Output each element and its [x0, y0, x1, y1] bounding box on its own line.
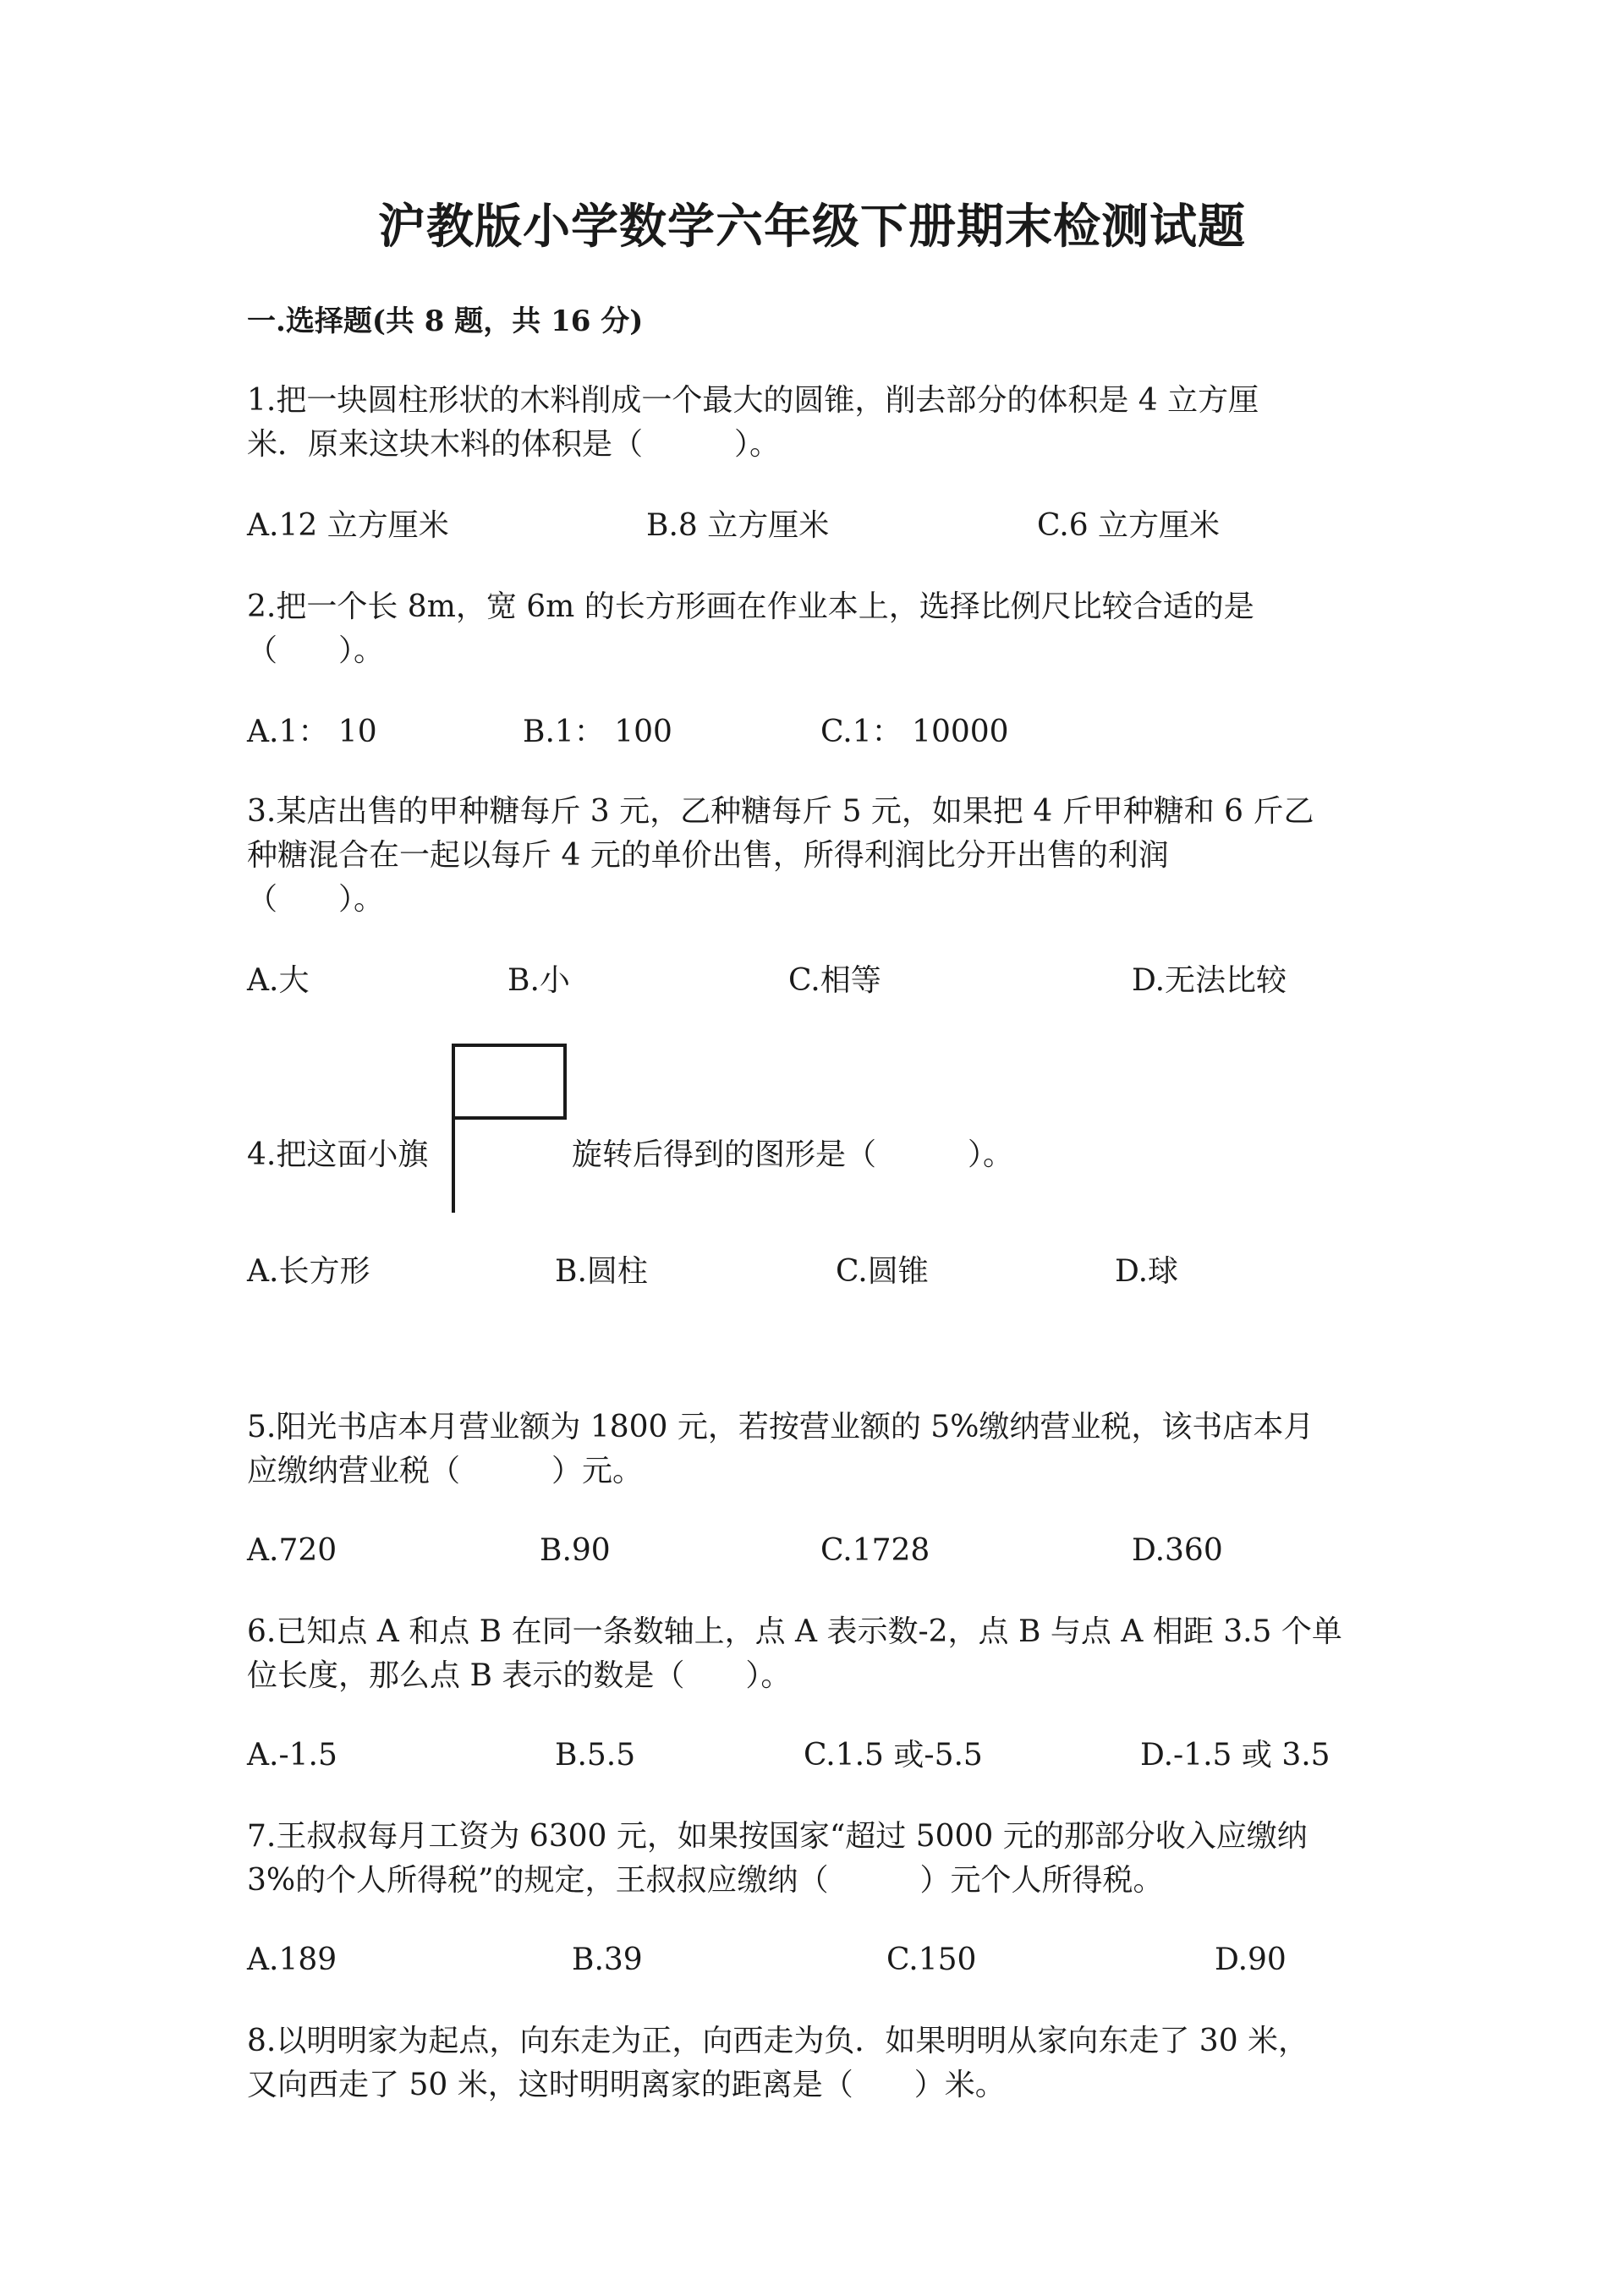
question-3-line-3: （ ）。: [247, 882, 385, 917]
question-5-line-1: 5.阳光书店本月营业额为 1800 元，若按营业额的 5%缴纳营业税，该书店本月: [247, 1410, 1314, 1444]
question-7-option-b: B.39: [572, 1943, 643, 1977]
question-6-option-c: C.1.5 或-5.5: [804, 1738, 983, 1773]
question-6-option-a: A.-1.5: [247, 1738, 337, 1773]
flag-figure: [448, 1044, 570, 1213]
question-2-line-2: （ ）。: [247, 633, 385, 668]
question-1-line-1: 1.把一块圆柱形状的木料削成一个最大的圆锥，削去部分的体积是 4 立方厘: [247, 383, 1259, 418]
question-7-option-c: C.150: [886, 1943, 977, 1977]
question-5-option-c: C.1728: [820, 1533, 930, 1568]
question-1-line-2: 米．原来这块木料的体积是（ ）。: [247, 427, 781, 462]
question-5-option-d: D.360: [1132, 1533, 1223, 1568]
flag-banner: [453, 1045, 565, 1118]
question-7-option-a: A.189: [247, 1943, 337, 1977]
question-4-option-b: B.圆柱: [555, 1254, 648, 1289]
question-1-option-c: C.6 立方厘米: [1037, 508, 1221, 543]
question-6-line-2: 位长度，那么点 B 表示的数是（ ）。: [247, 1658, 792, 1693]
question-7-line-2: 3%的个人所得税”的规定，王叔叔应缴纳（ ）元个人所得税。: [247, 1863, 1164, 1898]
question-1-option-a: A.12 立方厘米: [247, 508, 449, 543]
page-title: 沪教版小学数学六年级下册期末检测试题: [378, 199, 1246, 255]
question-4-option-c: C.圆锥: [836, 1254, 929, 1289]
question-5-option-b: B.90: [540, 1533, 611, 1568]
question-2-option-c: C.1： 10000: [820, 715, 1009, 749]
section-heading: 一.选择题(共 8 题，共 16 分): [247, 304, 644, 338]
question-2-option-a: A.1： 10: [247, 715, 377, 749]
question-2-option-b: B.1： 100: [523, 715, 672, 749]
question-6-option-d: D.-1.5 或 3.5: [1140, 1738, 1330, 1773]
question-6-option-b: B.5.5: [555, 1738, 636, 1773]
question-2-line-1: 2.把一个长 8m，宽 6m 的长方形画在作业本上，选择比例尺比较合适的是: [247, 589, 1254, 624]
question-3-option-d: D.无法比较: [1132, 963, 1287, 998]
question-3-option-b: B.小: [508, 963, 570, 998]
question-4-text-before-flag: 4.把这面小旗: [247, 1137, 429, 1172]
question-4-option-a: A.长方形: [247, 1254, 370, 1289]
question-7-line-1: 7.王叔叔每月工资为 6300 元，如果按国家“超过 5000 元的那部分收入应缴纳: [247, 1819, 1308, 1854]
question-4-option-d: D.球: [1115, 1254, 1179, 1289]
question-3-option-c: C.相等: [788, 963, 881, 998]
question-3-line-1: 3.某店出售的甲种糖每斤 3 元，乙种糖每斤 5 元，如果把 4 斤甲种糖和 6 斤乙: [247, 794, 1314, 829]
question-6-line-1: 6.已知点 A 和点 B 在同一条数轴上，点 A 表示数-2，点 B 与点 A 相距 3.5 个单: [247, 1614, 1342, 1649]
question-8-line-1: 8.以明明家为起点，向东走为正，向西走为负．如果明明从家向东走了 30 米，: [247, 2024, 1309, 2058]
question-5-line-2: 应缴纳营业税（ ）元。: [247, 1454, 644, 1488]
question-8-line-2: 又向西走了 50 米，这时明明离家的距离是（ ）米。: [247, 2068, 1006, 2102]
question-7-option-d: D.90: [1215, 1943, 1287, 1977]
question-3-line-2: 种糖混合在一起以每斤 4 元的单价出售，所得利润比分开出售的利润: [247, 838, 1169, 873]
question-1-option-b: B.8 立方厘米: [646, 508, 830, 543]
question-4-text-after-flag: 旋转后得到的图形是（ ）。: [572, 1137, 1014, 1172]
question-5-option-a: A.720: [247, 1533, 337, 1568]
question-3-option-a: A.大: [247, 963, 310, 998]
